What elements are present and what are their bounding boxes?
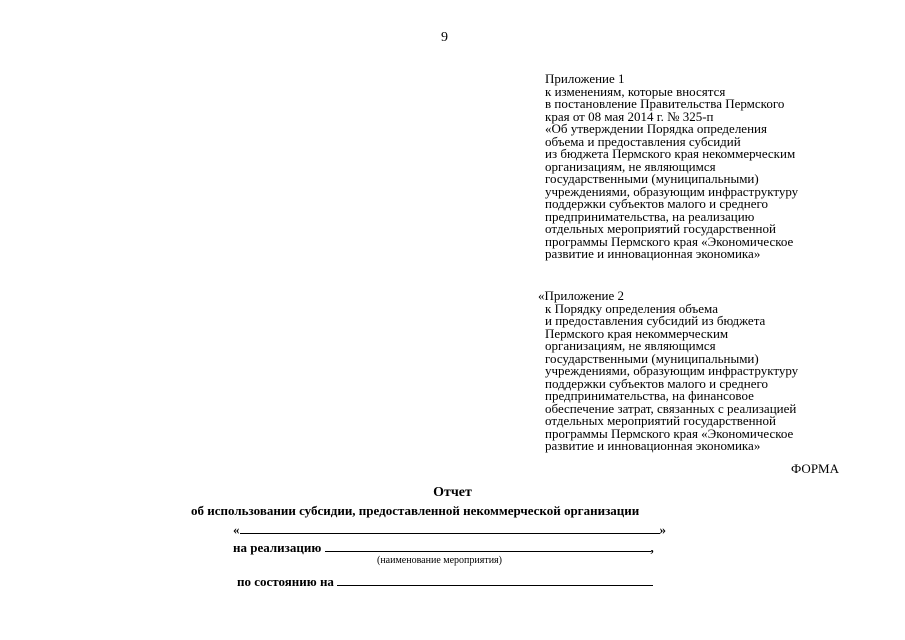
report-date-field[interactable] [337, 573, 653, 586]
appendix1-line: развитие и инновационная экономика» [545, 246, 761, 261]
form-label: ФОРМА [791, 461, 839, 476]
appendix2-line: предпринимательства, на финансовое [545, 388, 754, 403]
open-quote: « [233, 522, 240, 537]
appendix2-line: поддержки субъектов малого и среднего [545, 375, 769, 391]
as-of-label: по состоянию на [237, 574, 334, 589]
appendix1-line: «Об утверждении Порядка определения [545, 121, 767, 136]
appendix1-line: предпринимательства, на реализацию [545, 208, 755, 224]
appendix1-line: программы Пермского края «Экономическое [545, 233, 794, 249]
appendix1-line: Приложение 1 [545, 71, 625, 86]
page-number: 9 [441, 30, 448, 45]
appendix2-line: организациям, не являющимся [545, 338, 716, 353]
appendix2-line: развитие и инновационная экономика» [545, 438, 761, 453]
appendix1-line: учреждениями, образующим инфраструктуру [545, 183, 799, 199]
appendix2-line: обеспечение затрат, связанных с реализацией [545, 400, 797, 416]
appendix-1-header [545, 73, 798, 261]
event-name-caption: (наименование мероприятия) [377, 555, 502, 566]
appendix2-line: государственными (муниципальными) [545, 350, 759, 366]
appendix2-line: и предоставления субсидий из бюджета [545, 313, 766, 328]
as-of-row [237, 573, 653, 590]
appendix2-line: «Приложение 2 [538, 288, 625, 303]
appendix1-line: государственными (муниципальными) [545, 171, 759, 186]
realization-row [233, 539, 654, 556]
report-title: Отчет [433, 485, 472, 500]
appendix1-line: отдельных мероприятий государственной [545, 221, 776, 236]
realization-comma: , [650, 540, 654, 555]
appendix2-line: отдельных мероприятий государственной [545, 413, 776, 428]
appendix2-line: Пермского края некоммерческим [545, 325, 729, 341]
appendix1-line: из бюджета Пермского края некоммерческим [545, 146, 796, 161]
event-name-field[interactable] [325, 539, 651, 552]
appendix1-line: поддержки субъектов малого и среднего [545, 196, 769, 211]
realization-label: на реализацию [233, 540, 322, 555]
close-quote: » [659, 522, 666, 537]
appendix2-line: программы Пермского края «Экономическое [545, 425, 794, 441]
appendix2-line: к Порядку определения объема [545, 300, 718, 316]
organization-name-field[interactable] [240, 521, 660, 534]
appendix1-line: края от 08 мая 2014 г. № 325-п [545, 108, 714, 124]
appendix1-line: в постановление Правительства Пермского [545, 96, 785, 111]
appendix1-line: организациям, не являющимся [545, 158, 716, 174]
appendix1-line: объема и предоставления субсидий [545, 133, 741, 149]
organization-name-row [233, 521, 666, 538]
appendix-2-header [538, 290, 798, 453]
report-subtitle: об использовании субсидии, предоставленной некоммерческой организации [191, 503, 640, 518]
appendix1-line: к изменениям, которые вносятся [545, 83, 726, 99]
appendix2-line: учреждениями, образующим инфраструктуру [545, 363, 799, 378]
